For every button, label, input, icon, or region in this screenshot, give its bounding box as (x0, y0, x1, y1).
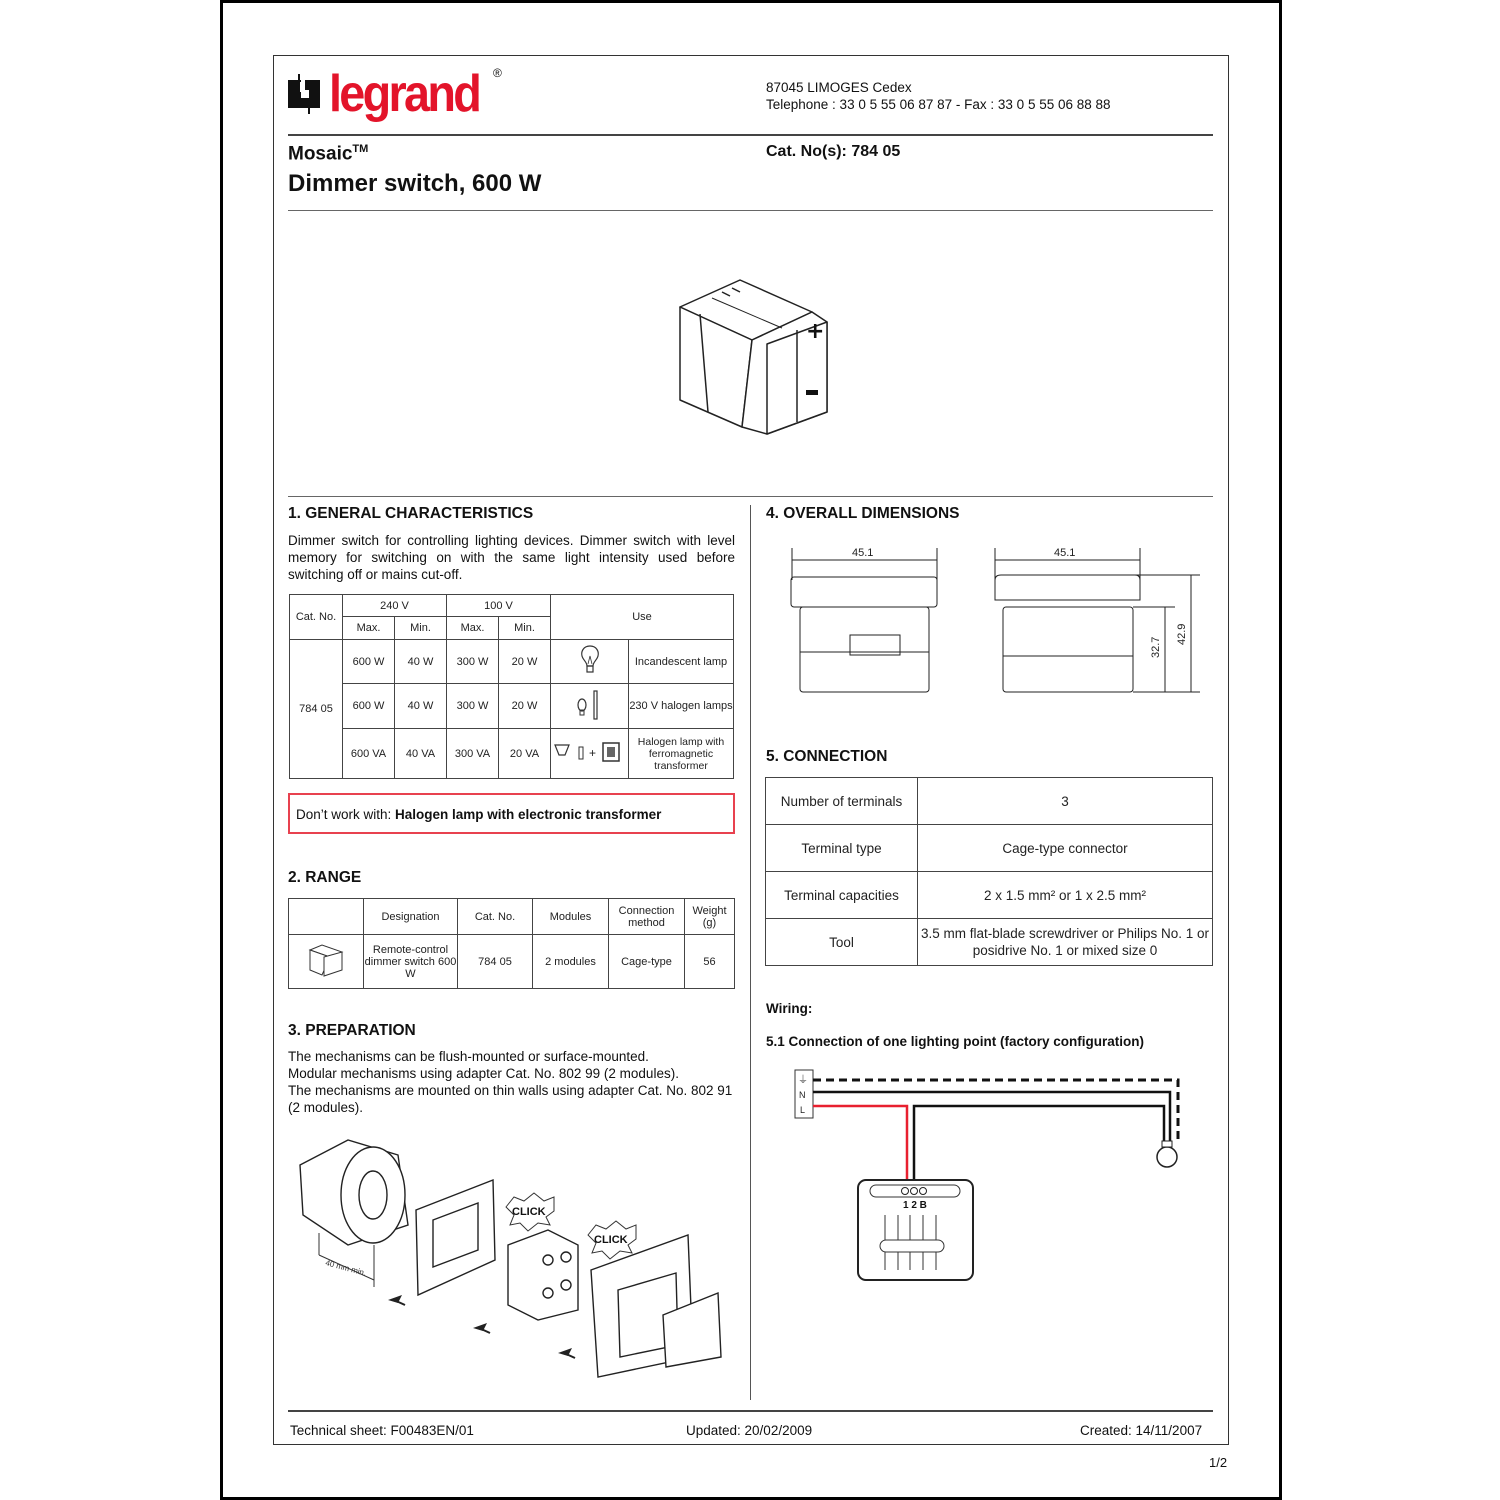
th-240v: 240 V (343, 595, 447, 617)
header-divider (288, 134, 1213, 136)
prep-line: Modular mechanisms using adapter Cat. No. 802 99 (2 modules). (288, 1066, 679, 1081)
characteristics-table (289, 594, 734, 779)
svg-text:32.7: 32.7 (1150, 636, 1162, 658)
th-connection: Connection method (609, 899, 685, 935)
use-cell: Halogen lamp with ferromagnetic transformer (629, 729, 734, 779)
table-row (290, 684, 734, 729)
phone-fax-line: Telephone : 33 0 5 55 06 87 87 - Fax : 33 0 5 55 06 88 88 (766, 97, 1111, 112)
address-line: 87045 LIMOGES Cedex (766, 80, 912, 95)
cell: 600 W (343, 684, 395, 729)
svg-text:+: + (588, 746, 596, 760)
brand-wordmark: legrand (329, 65, 480, 123)
section-heading-general: 1. GENERAL CHARACTERISTICS (288, 505, 534, 522)
th-image (289, 899, 364, 935)
cell: 300 W (447, 640, 499, 684)
cell: 300 VA (447, 729, 499, 779)
warning-prefix: Don’t work with: (296, 807, 396, 822)
svg-text:1 2 B: 1 2 B (903, 1200, 927, 1211)
cell: 600 W (343, 640, 395, 684)
th-max-240: Max. (343, 617, 395, 640)
title-divider (288, 210, 1213, 211)
table-row (766, 825, 1213, 872)
svg-text:⏚: ⏚ (798, 1075, 808, 1086)
svg-text:45.1: 45.1 (1054, 547, 1076, 559)
wiring-diagram-icon (780, 1065, 1200, 1285)
cell: 300 W (447, 684, 499, 729)
mounting-diagram-icon (288, 1135, 738, 1395)
th-modules: Modules (533, 899, 609, 935)
wiring-subheading: 5.1 Connection of one lighting point (factory configuration) (766, 1034, 1144, 1049)
legrand-symbol-icon (287, 74, 321, 114)
halogen-transformer-icon (551, 729, 629, 779)
cell: 20 W (499, 640, 551, 684)
svg-text:+: + (806, 319, 825, 344)
preparation-text (288, 1048, 738, 1116)
svg-text:CLICK: CLICK (512, 1206, 546, 1218)
catalog-number: Cat. No(s): 784 05 (766, 143, 901, 160)
cell: 20 W (499, 684, 551, 729)
footer-divider (288, 1410, 1213, 1412)
th-min-100: Min. (499, 617, 551, 640)
column-divider (750, 505, 751, 1400)
prep-line: The mechanisms can be flush-mounted or surface-mounted. (288, 1049, 649, 1064)
table-row (766, 872, 1213, 919)
legrand-logo (287, 65, 502, 123)
svg-text:45.1: 45.1 (852, 547, 874, 559)
table-row (290, 729, 734, 779)
row-value: 3.5 mm flat-blade screwdriver or Philips No. 1 or posidrive No. 1 or mixed size 0 (918, 919, 1213, 966)
th-catno: Cat. No. (290, 595, 343, 640)
title-block (288, 143, 541, 198)
warning-item: Halogen lamp with electronic transformer (395, 807, 662, 822)
row-label: Tool (766, 919, 918, 966)
table-row (766, 778, 1213, 825)
svg-text:40 mm min.: 40 mm min. (324, 1258, 368, 1278)
cell: 20 VA (499, 729, 551, 779)
svg-text:N: N (799, 1090, 806, 1100)
row-value: Cage-type connector (918, 825, 1213, 872)
row-label: Terminal capacities (766, 872, 918, 919)
range-name: Mosaic™ (288, 143, 369, 165)
modules-cell: 2 modules (533, 935, 609, 989)
cell: 40 W (395, 684, 447, 729)
registered-mark: ® (493, 66, 502, 80)
company-address (766, 79, 1111, 113)
technical-sheet-id: Technical sheet: F00483EN/01 (290, 1423, 474, 1438)
th-max-100: Max. (447, 617, 499, 640)
general-description: Dimmer switch for controlling lighting devices. Dimmer switch with level memory for switching on with the same light intensity used before switching off or mains cut-off. (288, 533, 735, 582)
cell: 40 W (395, 640, 447, 684)
th-catno: Cat. No. (458, 899, 533, 935)
th-100v: 100 V (447, 595, 551, 617)
table-row (290, 640, 734, 684)
section-heading-connection: 5. CONNECTION (766, 748, 888, 765)
th-weight: Weight (g) (685, 899, 735, 935)
dimensions-drawing-icon (765, 540, 1215, 700)
use-cell: Incandescent lamp (629, 640, 734, 684)
section-heading-range: 2. RANGE (288, 869, 362, 886)
row-value: 3 (918, 778, 1213, 825)
created-date: Created: 14/11/2007 (1080, 1423, 1203, 1438)
connection-cell: Cage-type (609, 935, 685, 989)
table-row (289, 935, 735, 989)
page-title: Dimmer switch, 600 W (288, 170, 542, 198)
th-min-240: Min. (395, 617, 447, 640)
section-heading-preparation: 3. PREPARATION (288, 1022, 416, 1039)
wiring-label: Wiring: (766, 1001, 813, 1016)
svg-text:CLICK: CLICK (594, 1234, 628, 1246)
halogen-lamps-icon (551, 684, 629, 729)
catno-cell: 784 05 (290, 640, 343, 779)
prep-line: The mechanisms are mounted on thin walls using adapter Cat. No. 802 91 (2 modules). (288, 1083, 733, 1115)
svg-text:42.9: 42.9 (1176, 623, 1188, 645)
row-value: 2 x 1.5 mm² or 1 x 2.5 mm² (918, 872, 1213, 919)
image-divider (288, 496, 1213, 497)
use-cell: 230 V halogen lamps (629, 684, 734, 729)
cell: 40 VA (395, 729, 447, 779)
dimmer-switch-illustration-icon (672, 272, 832, 437)
row-label: Terminal type (766, 825, 918, 872)
row-label: Number of terminals (766, 778, 918, 825)
page-number: 1/2 (1209, 1455, 1228, 1470)
th-use: Use (551, 595, 734, 640)
th-designation: Designation (364, 899, 458, 935)
section-heading-dimensions: 4. OVERALL DIMENSIONS (766, 505, 960, 522)
svg-text:L: L (800, 1105, 806, 1115)
compatibility-warning (288, 793, 735, 834)
dimmer-thumbnail-icon (289, 935, 364, 989)
table-row (766, 919, 1213, 966)
incandescent-bulb-icon (551, 640, 629, 684)
weight-cell: 56 (685, 935, 735, 989)
cell: 600 VA (343, 729, 395, 779)
connection-table (765, 777, 1213, 966)
designation-cell: Remote-control dimmer switch 600 W (364, 935, 458, 989)
range-table (288, 898, 735, 989)
catno-cell: 784 05 (458, 935, 533, 989)
updated-date: Updated: 20/02/2009 (686, 1423, 813, 1438)
